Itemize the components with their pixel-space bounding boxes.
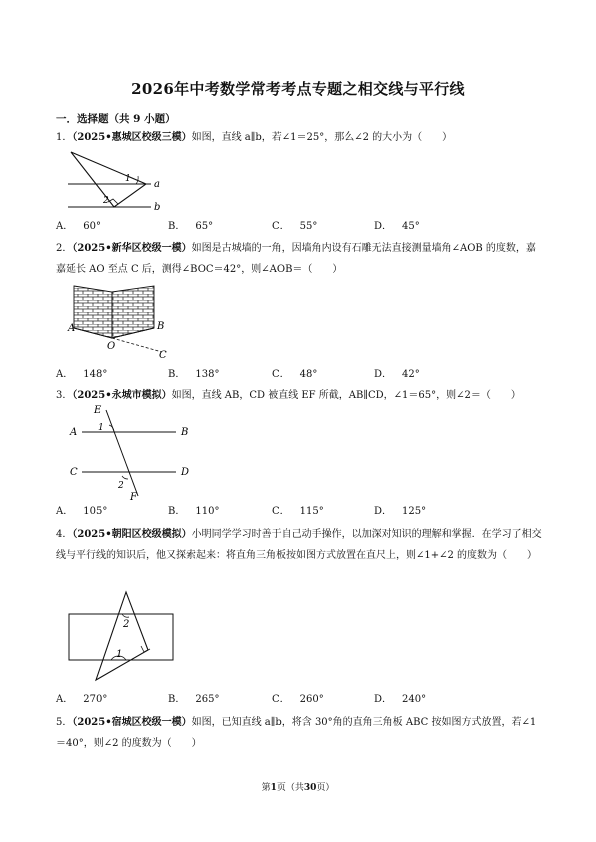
question-text: 如图，直线 a∥b，若∠1＝25°，那么∠2 的大小为（ ） [191,132,453,143]
point-label-e: E [94,405,102,416]
section-heading: 一．选择题（共 9 小题） [56,113,176,125]
question-text: 如图，已知直线 a∥b，将含 30°角的直角三角板 ABC 按如图方式放置，若∠1＝40°，则∠2 的度数为（ ） [56,717,537,749]
question-text: 如图是古城墙的一角，因墙角内设有石雕无法直接测量墙角∠AOB 的度数，嘉嘉延长 AO 至点 C 后，测得∠BOC＝42°，则∠AOB＝（ ） [56,243,536,275]
point-label-c: C [159,350,167,360]
line-label-a: a [154,179,160,190]
option-a[interactable]: A． 60° [56,221,101,232]
figure-q1 [66,146,176,216]
footer-prefix: 第 [261,783,271,793]
question-number: 4． [56,529,73,540]
angle-label-1: 1 [125,174,131,184]
option-b[interactable]: B． 110° [168,506,220,517]
line-label-b: b [154,202,161,213]
question-source: （2025•朝阳区校级模拟） [72,529,192,540]
question-number: 2． [56,243,73,254]
question-number: 1． [56,132,73,143]
figure-q4 [66,590,186,684]
option-c[interactable]: C． 115° [272,506,324,517]
question-source: （2025•新华区校级一模） [72,243,192,254]
options-q2 [56,365,542,381]
angle-label-2: 2 [118,481,124,491]
question-text: 如图，直线 AB，CD 被直线 EF 所截，AB∥CD，∠1＝65°，则∠2＝（ ） [171,390,521,401]
footer-suffix: 页） [316,783,335,793]
option-a[interactable]: A． 270° [56,694,108,705]
option-d[interactable]: D． 42° [374,369,420,380]
option-b[interactable]: B． 138° [168,369,220,380]
point-label-a: A [70,427,78,438]
option-a[interactable]: A． 105° [56,506,108,517]
question-source: （2025•宿城区校级一模） [72,717,192,728]
point-label-b: B [157,321,165,332]
footer-middle: 页（共 [276,783,304,793]
point-label-b: B [181,427,189,438]
point-label-d: D [181,467,190,478]
question-1 [56,127,542,148]
option-c[interactable]: C． 55° [272,221,318,232]
figure-q3 [64,404,204,500]
question-text: 小明同学学习时善于自己动手操作，以加深对知识的理解和掌握．在学习了相交线与平行线的知识后，他又探索起来：将直角三角板按如图方式放置在直尺上，则∠1+∠2 的度数为（ ） [56,529,542,561]
question-number: 3． [56,390,73,401]
angle-label-2: 2 [103,196,109,206]
option-b[interactable]: B． 65° [168,221,214,232]
angle-label-2: 2 [123,619,130,630]
point-label-o: O [107,341,116,352]
option-d[interactable]: D． 240° [374,694,427,705]
option-d[interactable]: D． 45° [374,221,420,232]
option-b[interactable]: B． 265° [168,694,220,705]
page-title: 2026年中考数学常考考点专题之相交线与平行线 [131,80,465,98]
current-page-number: 1 [270,783,277,793]
total-page-count: 30 [303,783,317,793]
options-q4 [56,690,542,706]
point-label-a: A [68,323,76,334]
question-source: （2025•永城市模拟） [72,390,172,401]
question-4 [56,524,542,566]
point-label-f: F [130,492,137,500]
point-label-c: C [70,467,78,478]
page-footer [0,780,596,793]
option-c[interactable]: C． 48° [272,369,318,380]
option-c[interactable]: C． 260° [272,694,324,705]
question-5 [56,712,542,754]
option-d[interactable]: D． 125° [374,506,427,517]
angle-label-1: 1 [116,649,123,660]
options-q1 [56,217,542,233]
options-q3 [56,502,542,518]
angle-label-1: 1 [98,423,104,433]
option-a[interactable]: A． 148° [56,369,108,380]
question-number: 5． [56,717,73,728]
question-source: （2025•惠城区校级三模） [72,132,192,143]
question-3 [56,385,542,406]
question-2 [56,238,542,280]
figure-q2 [66,282,170,360]
